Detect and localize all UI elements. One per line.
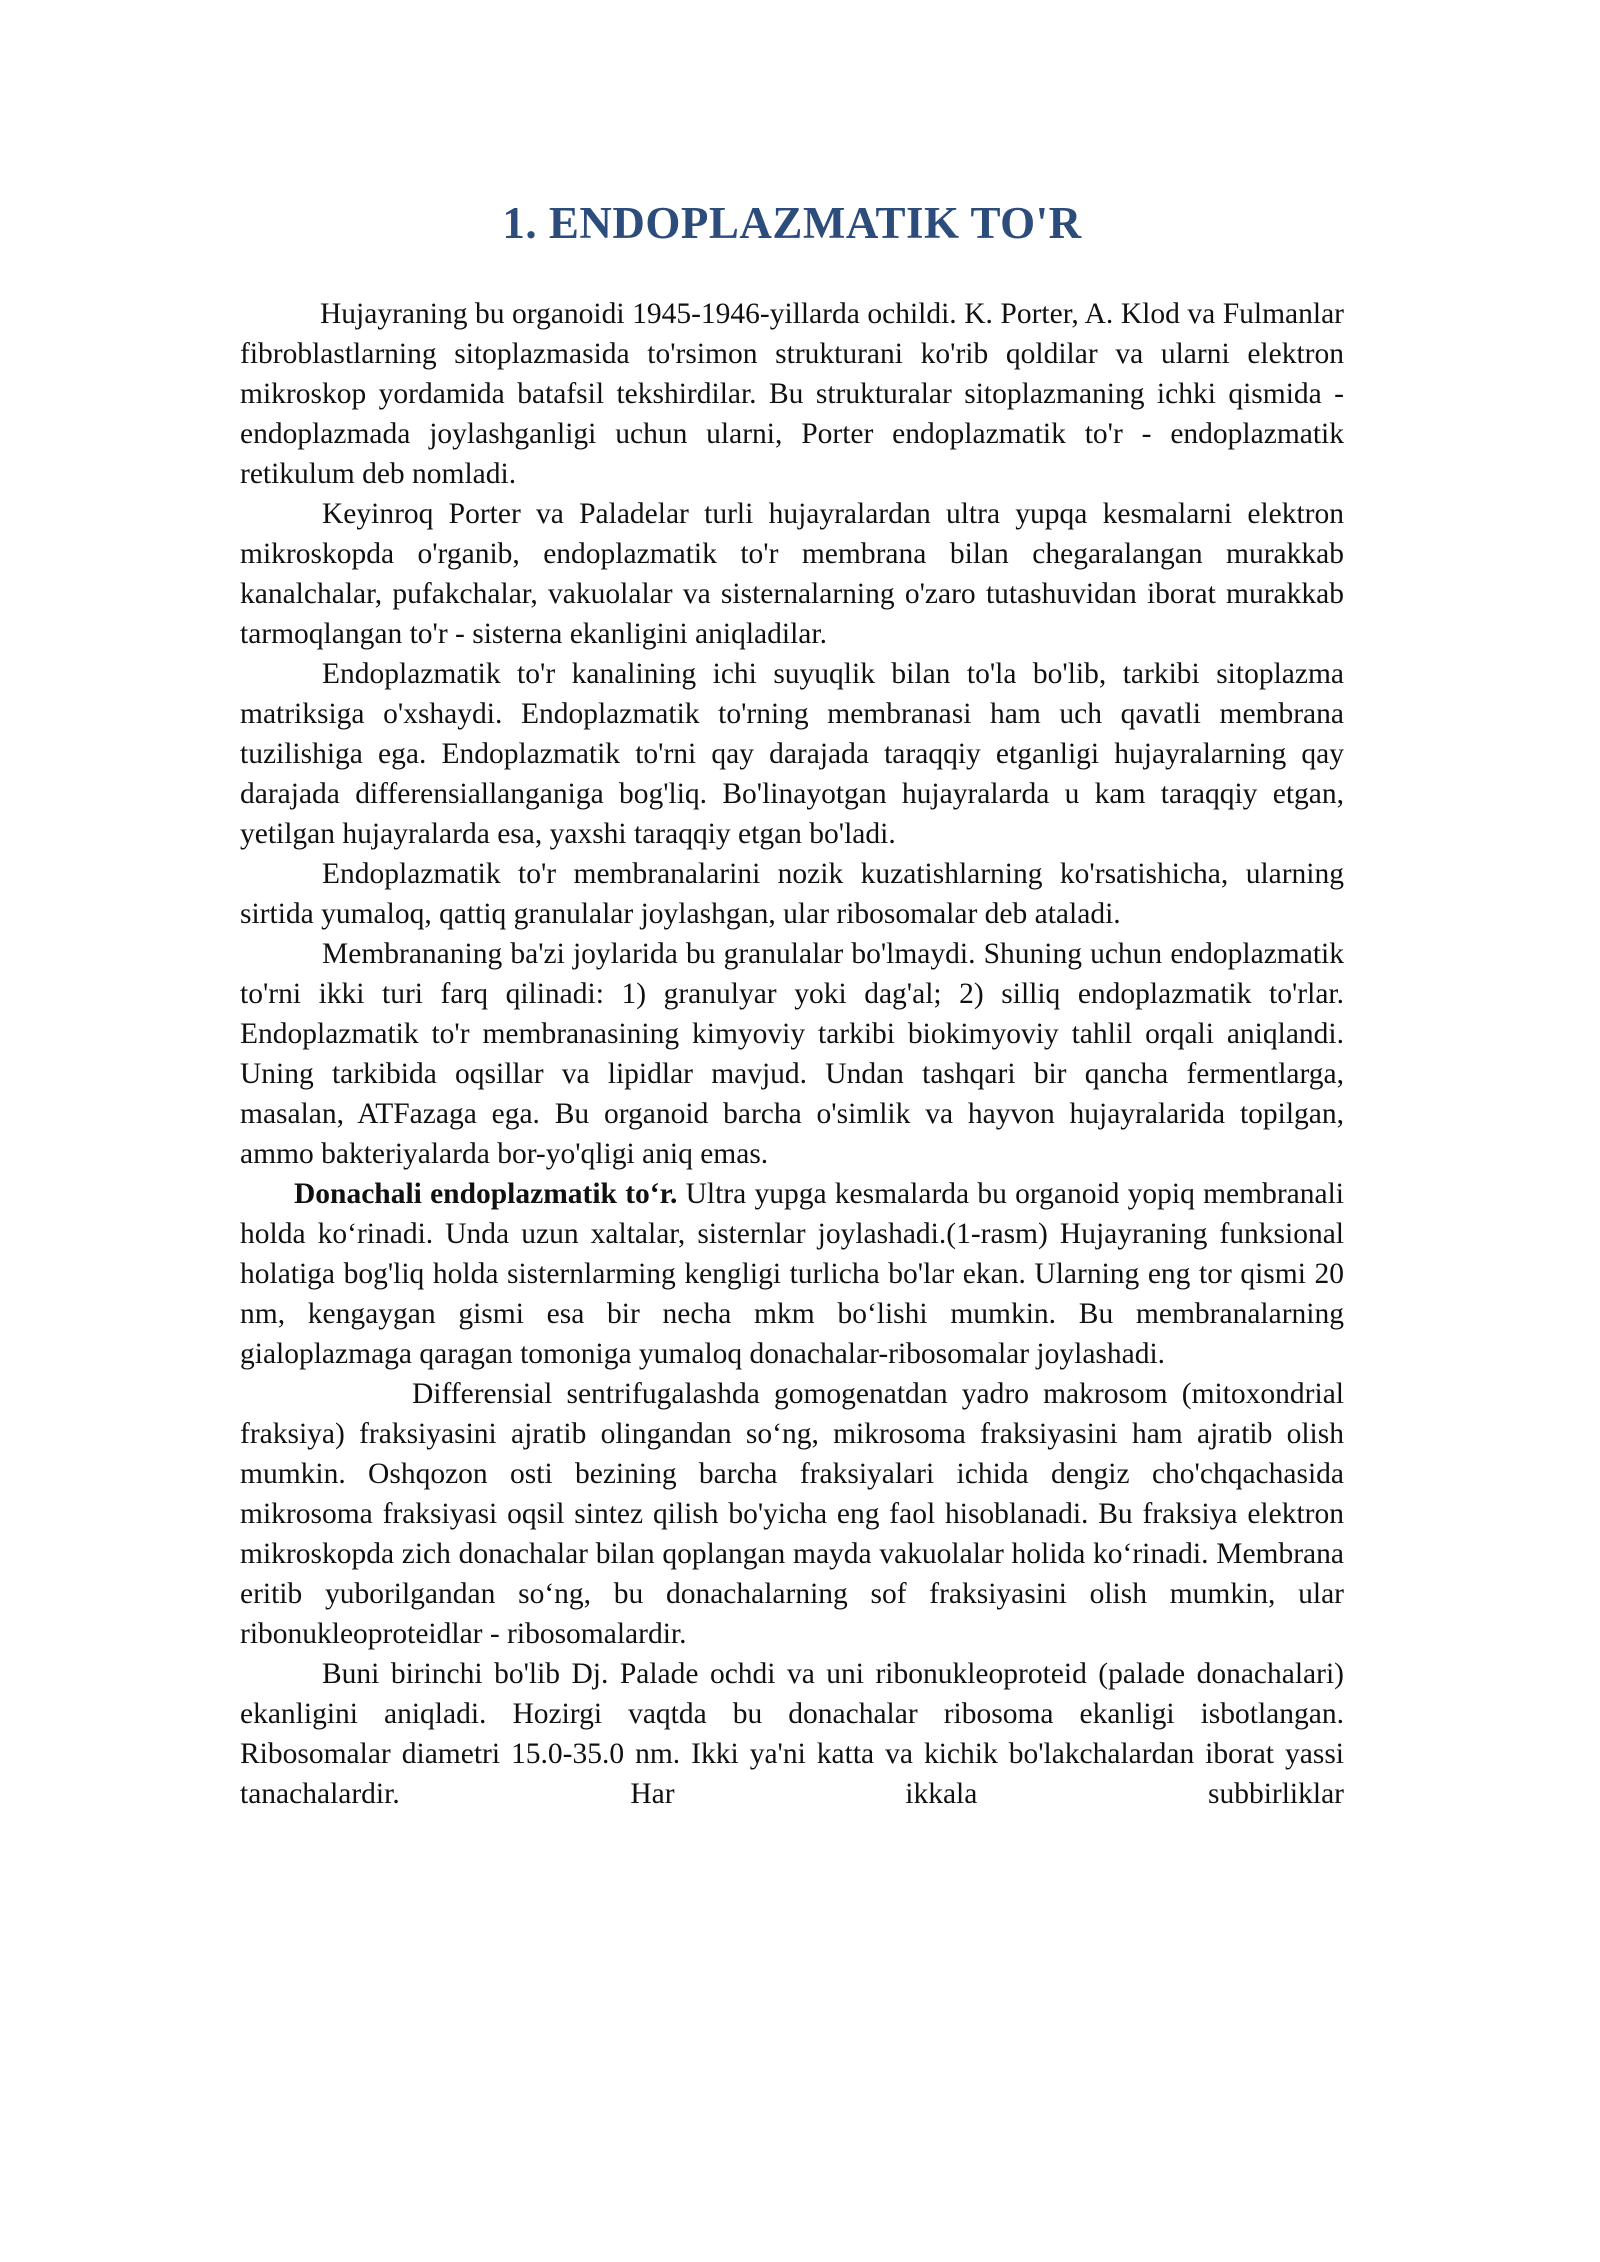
document-page <box>240 196 1344 1814</box>
paragraph-6-text: Ultra yupga kesmalarda bu organoid yopiq membranali holda ko‘rinadi. Unda uzun xaltalar, sisternlar joylashadi.(1-rasm) Hujayraning funksional holatiga bog'liq holda sisternlarming kengligi turlicha bo'lar ekan. Ularning eng tor qismi 20 nm, kengaygan gismi esa bir necha mkm bo‘lishi mumkin. Bu membranalarning gialoplazmaga qaragan tomoniga yumaloq donachalar-ribosomalar joylashadi. <box>240 1178 1344 1370</box>
paragraph-1: Hujayraning bu organoidi 1945-1946-yillarda ochildi. K. Porter, A. Klod va Fulmanlar fibroblastlarning sitoplazmasida to'rsimon strukturani ko'rib qoldilar va ularni elektron mikroskop yordamida batafsil tekshirdilar. Bu strukturalar sitoplazmaning ichki qismida - endoplazmada joylashganligi uchun ularni, Porter endoplazmatik to'r - endoplazmatik retikulum deb nomladi. <box>240 298 1344 490</box>
paragraph-7: Differensial sentrifugalashda gomogenatdan yadro makrosom (mitoxondrial fraksiya) fraksiyasini ajratib olingandan so‘ng, mikrosoma fraksiyasini ham ajratib olish mumkin. Oshqozon osti bezining barcha fraksiyalari ichida dengiz cho'chqachasida mikrosoma fraksiyasi oqsil sintez qilish bo'yicha eng faol hisoblanadi. Bu fraksiya elektron mikroskopda zich donachalar bilan qoplangan mayda vakuolalar holida ko‘rinadi. Membrana eritib yuborilgandan so‘ng, bu donachalarning sof fraksiyasini olish mumkin, ular ribonukleoproteidlar - ribosomalardir. <box>240 1378 1344 1650</box>
paragraph-5: Membrananing ba'zi joylarida bu granulalar bo'lmaydi. Shuning uchun endoplazmatik to'rni ikki turi farq qilinadi: 1) granulyar yoki dag'al; 2) silliq endoplazmatik to'rlar. Endoplazmatik to'r membranasining kimyoviy tarkibi biokimyoviy tahlil orqali aniqlandi. Uning tarkibida oqsillar va lipidlar mavjud. Undan tashqari bir qancha fermentlarga, masalan, ATFazaga ega. Bu organoid barcha o'simlik va hayvon hujayralarida topilgan, ammo bakteriyalarda bor-yo'qligi aniq emas. <box>240 938 1344 1170</box>
paragraph-4: Endoplazmatik to'r membranalarini nozik kuzatishlarning ko'rsatishicha, ularning sirtida yumaloq, qattiq granulalar joylashgan, ular ribosomalar deb ataladi. <box>240 858 1344 930</box>
paragraph-6 <box>240 1174 1344 1374</box>
paragraph-2: Keyinroq Porter va Paladelar turli hujayralardan ultra yupqa kesmalarni elektron mikroskopda o'rganib, endoplazmatik to'r membrana bilan chegaralangan murakkab kanalchalar, pufakchalar, vakuolalar va sisternalarning o'zaro tutashuvidan iborat murakkab tarmoqlangan to'r - sisterna ekanligini aniqladilar. <box>240 498 1344 650</box>
page-title: 1. ENDOPLAZMATIK TO'R <box>502 198 1082 248</box>
paragraph-3: Endoplazmatik to'r kanalining ichi suyuqlik bilan to'la bo'lib, tarkibi sitoplazma matriksiga o'xshaydi. Endoplazmatik to'rning membranasi ham uch qavatli membrana tuzilishiga ega. Endoplazmatik to'rni qay darajada taraqqiy etganligi hujayralarning qay darajada differensiallanganiga bog'liq. Bo'linayotgan hujayralarda u kam taraqqiy etgan, yetilgan hujayralarda esa, yaxshi taraqqiy etgan bo'ladi. <box>240 658 1344 850</box>
paragraph-6-bold-lead: Donachali endoplazmatik to‘r. <box>294 1178 678 1210</box>
paragraph-8: Buni birinchi bo'lib Dj. Palade ochdi va uni ribonukleoproteid (palade donachalari) ekanligini aniqladi. Hozirgi vaqtda bu donachalar ribosoma ekanligi isbotlangan. Ribosomalar diametri 15.0-35.0 nm. Ikki ya'ni katta va kichik bo'lakchalardan iborat yassi tanachalardir. Har ikkala subbirliklar <box>240 1658 1344 1810</box>
